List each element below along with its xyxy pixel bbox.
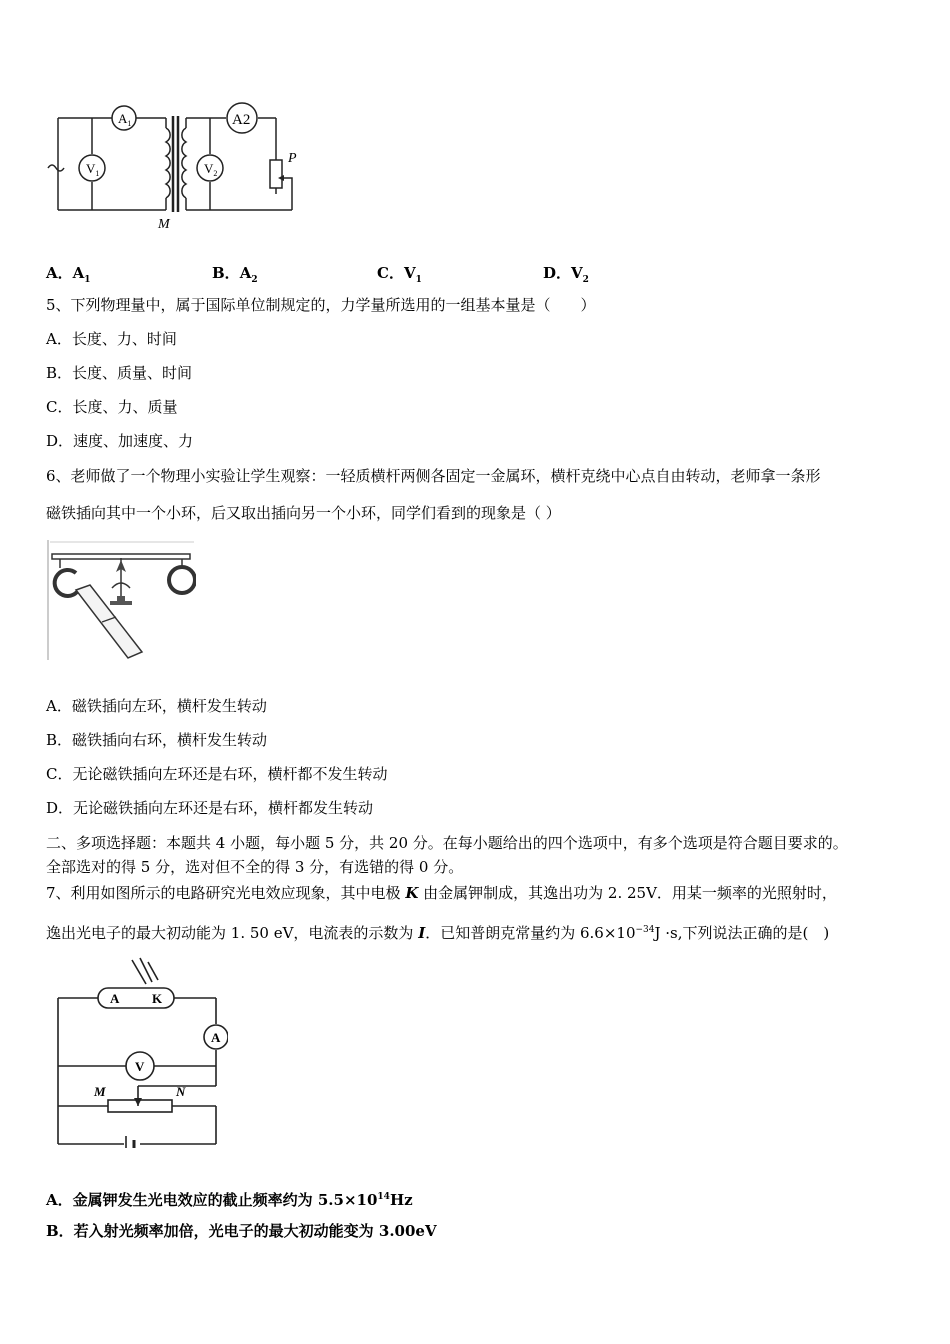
q7-stem-line1: 7、利用如图所示的电路研究光电效应现象，其中电极 K 由金属钾制成，其逸出功为 2. 25V．用某一频率的光照射时， bbox=[46, 884, 837, 902]
v1-meter-label: $V_1$ bbox=[86, 161, 100, 178]
q6-option-d[interactable]: D．无论磁铁插向左环还是右环，横杆都发生转动 bbox=[46, 799, 374, 817]
q6-option-a[interactable]: A．磁铁插向左环，横杆发生转动 bbox=[46, 697, 267, 715]
q6-stem-line1: 6、老师做了一个物理小实验让学生观察：一轻质横杆两侧各固定一金属环，横杆克绕中心点自由转动，老师拿一条形 bbox=[46, 467, 821, 485]
q4-option-c[interactable]: C．$V_1$ bbox=[377, 264, 422, 285]
m-point-label: M bbox=[94, 1084, 106, 1099]
q6-option-c[interactable]: C．无论磁铁插向左环还是右环，横杆都不发生转动 bbox=[46, 765, 388, 783]
q7-option-b[interactable]: B．若入射光频率加倍，光电子的最大初动能变为 3.00eV bbox=[46, 1222, 437, 1240]
q5-option-c[interactable]: C．长度、力、质量 bbox=[46, 398, 178, 416]
q7-stem-line2: 逸出光电子的最大初动能为 1. 50 eV，电流表的示数为 I．已知普朗克常量约为 $6.6\times 10^{-34}J \cdot s$,下列说法正确的是( ) bbox=[46, 924, 830, 942]
q4-option-d[interactable]: D．$V_2$ bbox=[543, 264, 589, 285]
cathode-label: K bbox=[152, 991, 163, 1006]
q4-option-b[interactable]: B．$A_2$ bbox=[212, 264, 258, 285]
q5-option-b[interactable]: B．长度、质量、时间 bbox=[46, 364, 193, 382]
m-label: M bbox=[158, 217, 170, 232]
a1-meter-label: $A_1$ bbox=[118, 111, 132, 128]
q5-option-a[interactable]: A．长度、力、时间 bbox=[46, 330, 177, 348]
voltmeter-label: V bbox=[135, 1059, 145, 1074]
q6-option-b[interactable]: B．磁铁插向右环，横杆发生转动 bbox=[46, 731, 268, 749]
section2-instructions-line1: 二、多项选择题：本题共 4 小题，每小题 5 分，共 20 分。在每小题给出的四个选项中，有多个选项是符合题目要求的。 bbox=[46, 834, 848, 852]
transformer-circuit-figure bbox=[44, 98, 304, 236]
p-label: P bbox=[288, 151, 297, 166]
q7-option-a[interactable]: A．金属钾发生光电效应的截止频率约为 $5.5\times 10^{14}Hz$ bbox=[46, 1191, 413, 1209]
photoelectric-circuit-figure bbox=[48, 956, 228, 1148]
q4-option-a[interactable]: A．$A_1$ bbox=[46, 264, 91, 285]
ammeter-label: A bbox=[211, 1030, 221, 1045]
q5-stem: 5、下列物理量中，属于国际单位制规定的，力学量所选用的一组基本量是（ ） bbox=[46, 296, 596, 314]
section2-instructions-line2: 全部选对的得 5 分，选对但不全的得 3 分，有选错的得 0 分。 bbox=[46, 858, 464, 876]
v2-meter-label: $V_2$ bbox=[204, 161, 218, 178]
anode-label: A bbox=[110, 991, 120, 1006]
n-point-label: N bbox=[176, 1084, 186, 1099]
q5-option-d[interactable]: D．速度、加速度、力 bbox=[46, 432, 194, 450]
magnet-rings-figure bbox=[46, 540, 196, 662]
a2-meter-label: A2 bbox=[232, 112, 251, 128]
q6-stem-line2: 磁铁插向其中一个小环，后又取出插向另一个小环，同学们看到的现象是（ ） bbox=[46, 504, 561, 522]
